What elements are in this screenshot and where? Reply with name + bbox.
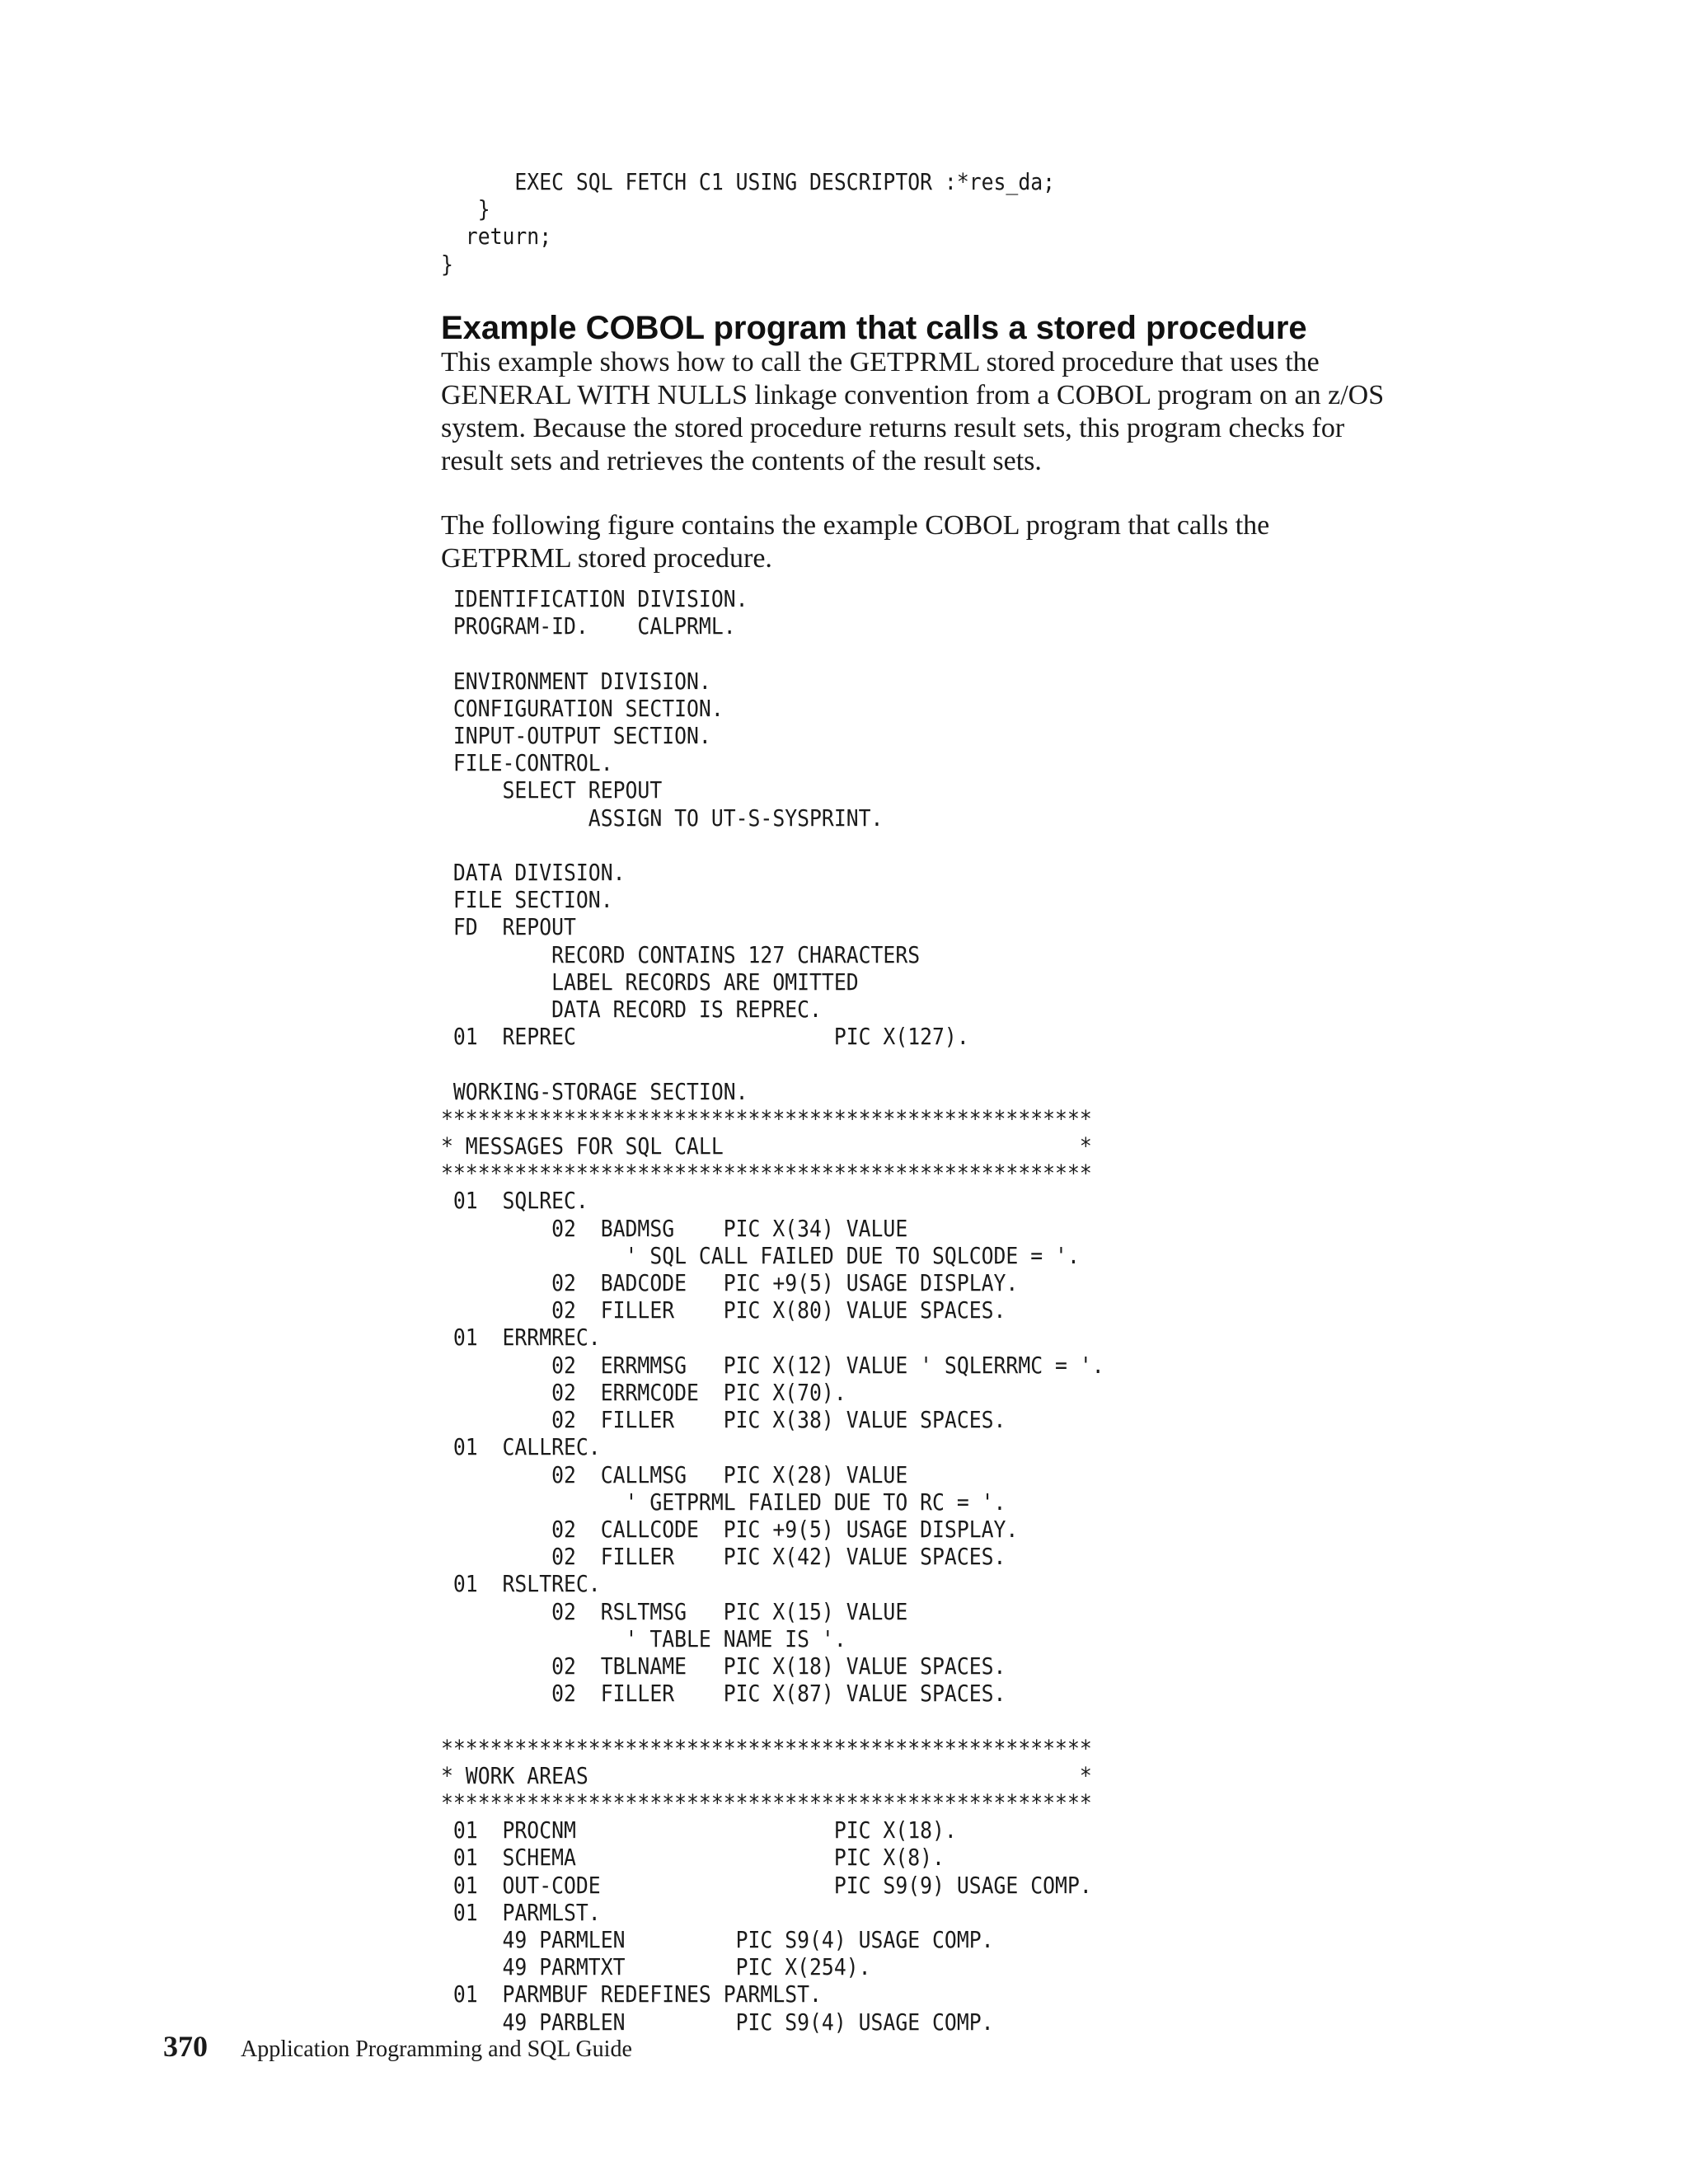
paragraph-line: result sets and retrieves the contents of the result sets.	[441, 446, 1042, 476]
book-title: Application Programming and SQL Guide	[241, 2036, 632, 2062]
intro-paragraph	[441, 346, 1496, 478]
paragraph-line: system. Because the stored procedure returns result sets, this program checks for	[441, 413, 1345, 443]
section-heading: Example COBOL program that calls a stored procedure	[441, 310, 1307, 346]
figure-intro-paragraph	[441, 509, 1496, 575]
page-number: 370	[163, 2030, 208, 2063]
page-footer	[163, 2029, 632, 2064]
cobol-code-listing: IDENTIFICATION DIVISION. PROGRAM-ID. CALPRML. ENVIRONMENT DIVISION. CONFIGURATION SECTION. INPUT-OUTPUT SECTION. FILE-CONTROL. SELECT REPOUT ASSIGN TO UT-S-SYSPRINT. DATA DIVISION. FILE SECTION. FD REPOUT RECORD CONTAINS 127 CHARACTERS LABEL RECORDS ARE OMITTED DATA RECORD IS REPREC. 01 REPREC PIC X(127). WORKING-STORAGE SECTION. ***************************************************** * MESSAGES FOR SQL CALL * ***************************************************** 01 SQLREC. 02 BADMSG PIC X(34) VALUE ' SQL CALL FAILED DUE TO SQLCODE = '. 02 BADCODE PIC +9(5) USAGE DISPLAY. 02 FILLER PIC X(80) VALUE SPACES. 01 ERRMREC. 02 ERRMMSG PIC X(12) VALUE ' SQLERRMC = '. 02 ERRMCODE PIC X(70). 02 FILLER PIC X(38) VALUE SPACES. 01 CALLREC. 02 CALLMSG PIC X(28) VALUE ' GETPRML FAILED DUE TO RC = '. 02 CALLCODE PIC +9(5) USAGE DISPLAY. 02 FILLER PIC X(42) VALUE SPACES. 01 RSLTREC. 02 RSLTMSG PIC X(15) VALUE ' TABLE NAME IS '. 02 TBLNAME PIC X(18) VALUE SPACES. 02 FILLER PIC X(87) VALUE SPACES. ***************************************************** * WORK AREAS * ***************************************************** 01 PROCNM PIC X(18). 01 SCHEMA PIC X(8). 01 OUT-CODE PIC S9(9) USAGE COMP. 01 PARMLST. 49 PARMLEN PIC S9(4) USAGE COMP. 49 PARMTXT PIC X(254). 01 PARMBUF REDEFINES PARMLST. 49 PARBLEN PIC S9(4) USAGE COMP.	[441, 586, 1104, 2036]
paragraph-line: This example shows how to call the GETPRML stored procedure that uses the	[441, 347, 1320, 377]
paragraph-line: GETPRML stored procedure.	[441, 543, 772, 574]
code-listing-top: EXEC SQL FETCH C1 USING DESCRIPTOR :*res_da; } return; }	[441, 169, 1056, 278]
paragraph-line: GENERAL WITH NULLS linkage convention from a COBOL program on an z/OS	[441, 380, 1385, 410]
paragraph-line: The following figure contains the example COBOL program that calls the	[441, 510, 1270, 541]
